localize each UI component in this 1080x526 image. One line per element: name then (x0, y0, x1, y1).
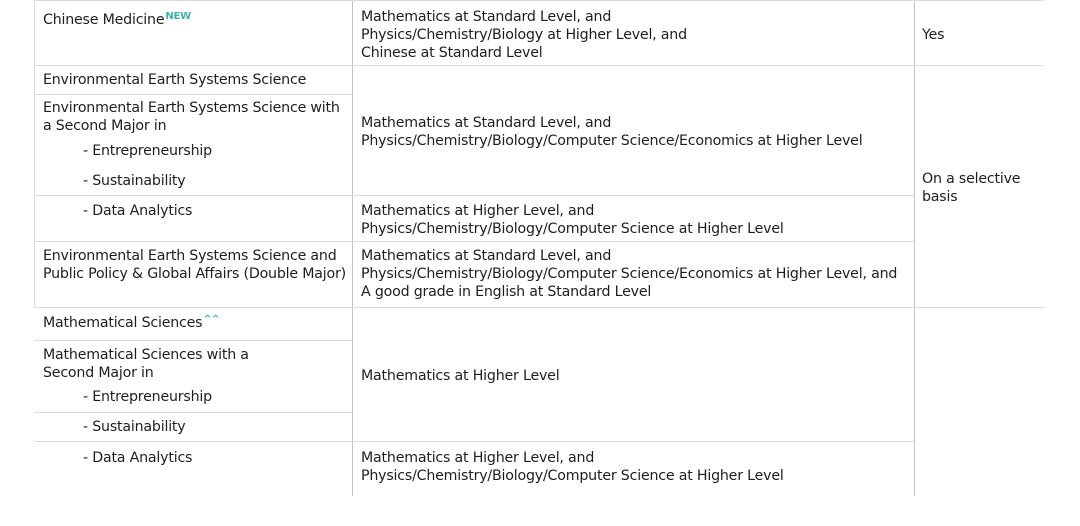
footnote-badge: ^^ (203, 314, 220, 325)
requirement-line: A good grade in English at Standard Level (361, 284, 652, 300)
programme-eess-second-major (43, 99, 340, 135)
requirement-eess-ppga (361, 247, 897, 301)
new-badge: NEW (165, 11, 192, 22)
column-divider-requirement (914, 0, 915, 496)
requirement-math-data-analytics (361, 449, 784, 485)
row-divider (34, 94, 352, 95)
programme-name: Chinese Medicine (43, 12, 165, 28)
programme-name: Mathematical Sciences (43, 315, 203, 331)
row-divider (34, 241, 914, 242)
requirement-line: Mathematics at Standard Level, and (361, 248, 612, 264)
column-divider-left-outer (34, 0, 35, 308)
programme-line: a Second Major in (43, 118, 167, 134)
programme-line: Environmental Earth Systems Science and (43, 248, 337, 264)
programme-eess-ppga (43, 247, 346, 283)
requirement-chinese-medicine (361, 8, 687, 62)
programme-line: Public Policy & Global Affairs (Double Major) (43, 266, 346, 282)
requirement-math: Mathematics at Higher Level (361, 368, 560, 384)
row-divider (34, 441, 914, 442)
row-divider (34, 340, 352, 341)
row-divider (34, 195, 914, 196)
programme-line: Second Major in (43, 365, 154, 381)
sub-major-sustainability: - Sustainability (83, 173, 186, 189)
row-divider (34, 412, 352, 413)
requirement-eess-data-analytics (361, 202, 784, 238)
requirement-line: Mathematics at Standard Level, and (361, 115, 612, 131)
sub-major-entrepreneurship: - Entrepreneurship (83, 389, 212, 405)
status-chinese-medicine: Yes (922, 27, 945, 43)
status-selective (922, 170, 1020, 206)
requirement-line: Physics/Chemistry/Biology/Computer Science/Economics at Higher Level (361, 133, 863, 149)
requirement-line: Mathematics at Standard Level, and (361, 9, 612, 25)
requirement-line: Physics/Chemistry/Biology/Computer Science at Higher Level (361, 221, 784, 237)
requirement-eess (361, 114, 862, 150)
requirement-line: Chinese at Standard Level (361, 45, 543, 61)
status-line: basis (922, 189, 958, 205)
status-line: On a selective (922, 171, 1021, 187)
requirement-line: Mathematics at Higher Level, and (361, 203, 595, 219)
sub-major-entrepreneurship: - Entrepreneurship (83, 143, 212, 159)
requirement-line: Mathematics at Higher Level, and (361, 450, 595, 466)
programme-math-sciences (43, 314, 220, 334)
programme-eess: Environmental Earth Systems Science (43, 72, 307, 88)
programme-math-second-major (43, 346, 249, 382)
row-divider (34, 65, 1044, 66)
programme-line: Environmental Earth Systems Science with (43, 100, 340, 116)
programme-chinese-medicine (43, 11, 191, 31)
column-divider-programme (352, 0, 353, 496)
sub-major-data-analytics: - Data Analytics (83, 203, 193, 219)
requirement-line: Physics/Chemistry/Biology/Computer Science at Higher Level (361, 468, 784, 484)
sub-major-sustainability: - Sustainability (83, 419, 186, 435)
row-divider (34, 0, 1044, 1)
programme-line: Mathematical Sciences with a (43, 347, 249, 363)
requirement-line: Physics/Chemistry/Biology at Higher Level, and (361, 27, 687, 43)
row-divider (34, 307, 1044, 308)
sub-major-data-analytics: - Data Analytics (83, 450, 193, 466)
requirement-line: Physics/Chemistry/Biology/Computer Science/Economics at Higher Level, and (361, 266, 898, 282)
